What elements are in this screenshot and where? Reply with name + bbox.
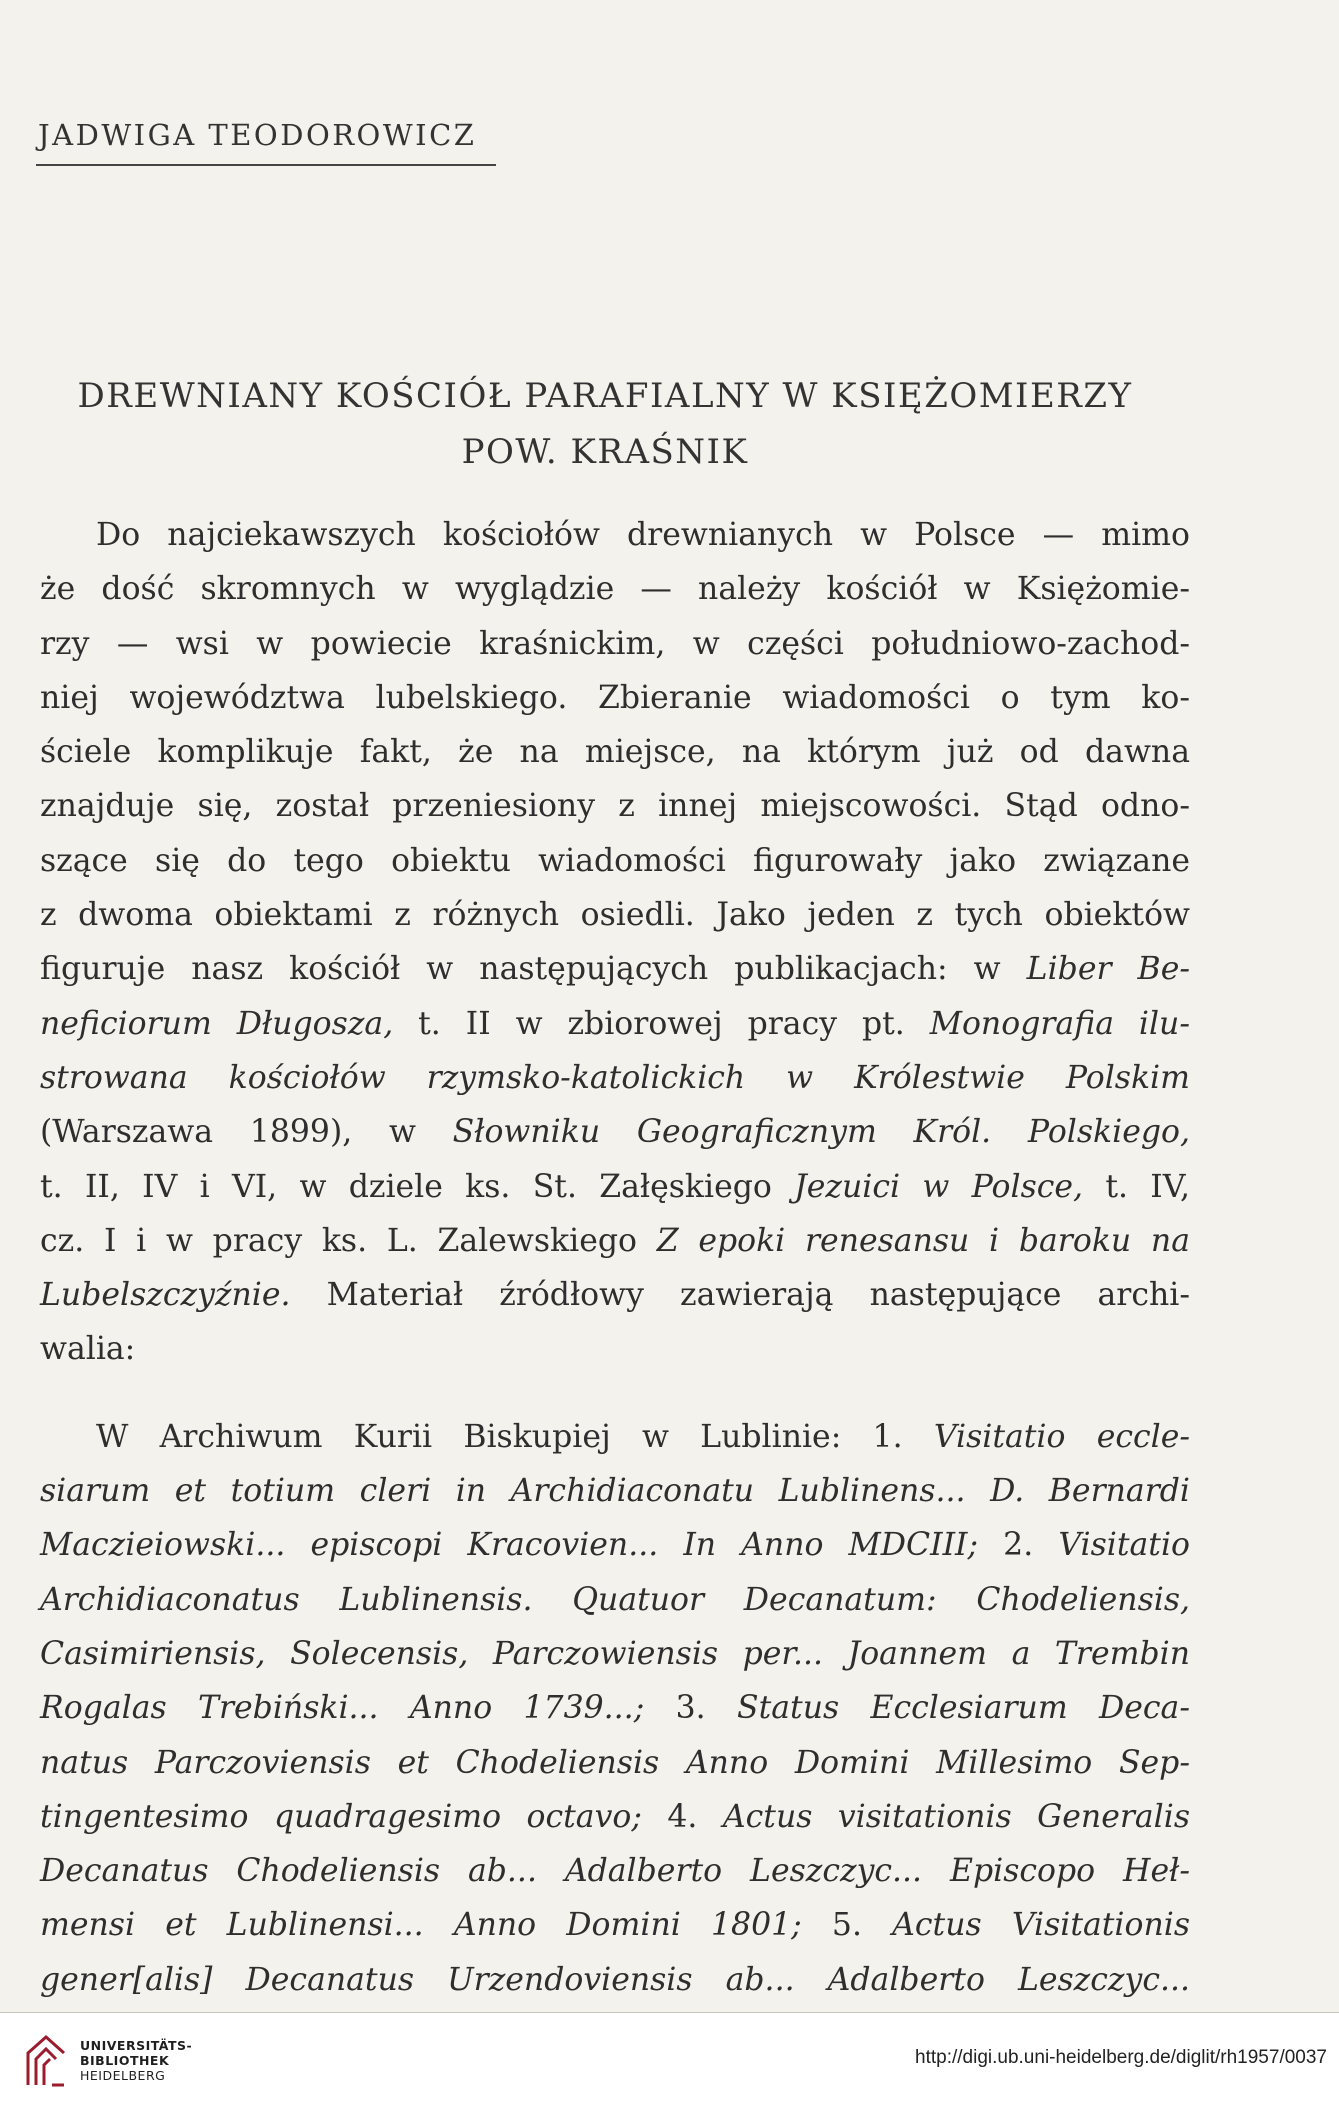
text-line: [40, 1464, 1190, 1518]
text-line: [40, 1160, 1190, 1214]
citation: Z epoki renesansu i baroku na: [656, 1222, 1190, 1259]
text-segment: figuruje nasz kościół w następujących publikacjach: w: [40, 951, 1027, 988]
text-line: Do najciekawszych kościołów drewnianych w Polsce — mimo: [96, 517, 1190, 553]
citation: Rogalas Trebiński... Anno 1739...;: [40, 1690, 645, 1727]
citation: Słowniku Geograficznym Król. Polskiego,: [452, 1114, 1190, 1151]
text-segment: (Warszawa 1899), w: [40, 1114, 453, 1151]
citation: tingentesimo quadragesimo octavo;: [40, 1798, 642, 1835]
citation: gener[alis] Decanatus Urzendoviensis ab... Adalberto Leszczyc...: [40, 1961, 1190, 1998]
text-line: [40, 942, 1190, 996]
text-line: szące się do tego obiektu wiadomości figurowały jako związane: [40, 842, 1190, 879]
citation: Jezuici w Polsce,: [794, 1168, 1084, 1205]
text-line: z dwoma obiektami z różnych osiedli. Jako jeden z tych obiektów: [40, 897, 1190, 934]
citation: Decanatus Chodeliensis ab... Adalberto Leszczyc... Episcopo Heł-: [40, 1853, 1190, 1890]
footer-bar: [0, 2013, 1339, 2103]
text-line: [40, 1790, 1190, 1844]
citation: Maczieiowski... episcopi Kracovien... In Anno MDCIII;: [40, 1527, 979, 1564]
article-body: [40, 508, 1190, 2007]
text-line: [40, 1953, 1190, 2007]
citation: Casimiriensis, Solecensis, Parczowiensis per... Joannem a Trembin: [40, 1635, 1190, 1672]
text-line: znajduje się, został przeniesiony z innej miejscowości. Stąd odno-: [40, 788, 1190, 825]
text-segment: 5.: [801, 1907, 893, 1944]
text-segment: W Archiwum Kurii Biskupiej w Lublinie: 1.: [96, 1418, 934, 1455]
text-line: [40, 1518, 1190, 1572]
text-line: [40, 1214, 1190, 1268]
citation: neficiorum Długosza,: [40, 1005, 394, 1042]
library-name: [80, 2038, 192, 2083]
text-segment: t. II, IV i VI, w dziele ks. St. Załęskiego: [40, 1168, 795, 1205]
text-segment: 2.: [978, 1527, 1059, 1564]
text-line: niej województwa lubelskiego. Zbieranie wiadomości o tym ko-: [40, 679, 1190, 716]
paragraph-2: [40, 1410, 1190, 2007]
text-line: [40, 1105, 1190, 1159]
citation: Actus visitationis Generalis: [722, 1798, 1190, 1835]
header-rule: [36, 164, 496, 166]
text-line: [40, 1736, 1190, 1790]
text-line: rzy — wsi w powiecie kraśnickim, w części południowo-zachod-: [40, 625, 1190, 662]
text-line: [40, 1410, 1190, 1464]
text-line: [40, 1844, 1190, 1898]
title-line-2: POW. KRAŚNIK: [461, 432, 749, 472]
citation: natus Parczoviensis et Chodeliensis Anno Domini Millesimo Sep-: [40, 1744, 1190, 1781]
text-segment: Materiał źródłowy zawierają następujące archi-: [290, 1277, 1190, 1314]
text-segment: t. IV,: [1083, 1168, 1190, 1205]
citation: mensi et Lublinensi... Anno Domini 1801;: [40, 1907, 802, 1944]
citation: Status Ecclesiarum Deca-: [737, 1690, 1190, 1727]
text-line: [40, 1681, 1190, 1735]
citation: Liber Be-: [1026, 951, 1190, 988]
citation: Lubelszczyźnie.: [40, 1277, 291, 1314]
text-segment: 3.: [644, 1690, 738, 1727]
citation: Visitatio: [1058, 1527, 1190, 1564]
citation: siarum et totium cleri in Archidiaconatu Lublinens... D. Bernardi: [40, 1473, 1190, 1510]
library-name-line-1: UNIVERSITÄTS-: [80, 2038, 193, 2053]
library-name-line-3: HEIDELBERG: [80, 2068, 166, 2083]
text-segment: 4.: [641, 1798, 723, 1835]
text-line: [40, 1051, 1190, 1105]
text-line: [40, 1627, 1190, 1681]
text-line: że dość skromnych w wyglądzie — należy kościół w Księżomie-: [40, 571, 1190, 608]
text-segment: cz. I i w pracy ks. L. Zalewskiego: [40, 1222, 657, 1259]
library-logo-icon: [22, 2031, 70, 2089]
permalink-url[interactable]: http://digi.ub.uni-heidelberg.de/diglit/rh1957/0037: [915, 2047, 1327, 2068]
citation: Visitatio eccle-: [933, 1418, 1190, 1455]
paragraph-1: [40, 508, 1190, 1377]
text-line: [40, 1268, 1190, 1322]
text-line: walia:: [40, 1331, 136, 1368]
library-name-line-2: BIBLIOTHEK: [80, 2053, 170, 2068]
citation: Monografia ilu-: [929, 1005, 1190, 1042]
text-line: [40, 1573, 1190, 1627]
citation: Archidiaconatus Lublinensis. Quatuor Decanatum: Chodeliensis,: [40, 1581, 1190, 1618]
text-segment: t. II w zbiorowej pracy pt.: [393, 1005, 930, 1042]
title-line-1: DREWNIANY KOŚCIÓŁ PARAFIALNY W KSIĘŻOMIERZY: [77, 376, 1133, 416]
text-line: ściele komplikuje fakt, że na miejsce, na którym już od dawna: [40, 734, 1190, 771]
text-line: [40, 1898, 1190, 1952]
text-line: [40, 997, 1190, 1051]
article-title: [40, 368, 1170, 480]
citation: Actus Visitationis: [892, 1907, 1190, 1944]
running-header: JADWIGA TEODOROWICZ: [38, 118, 477, 152]
citation: strowana kościołów rzymsko-katolickich w Królestwie Polskim: [40, 1059, 1190, 1096]
